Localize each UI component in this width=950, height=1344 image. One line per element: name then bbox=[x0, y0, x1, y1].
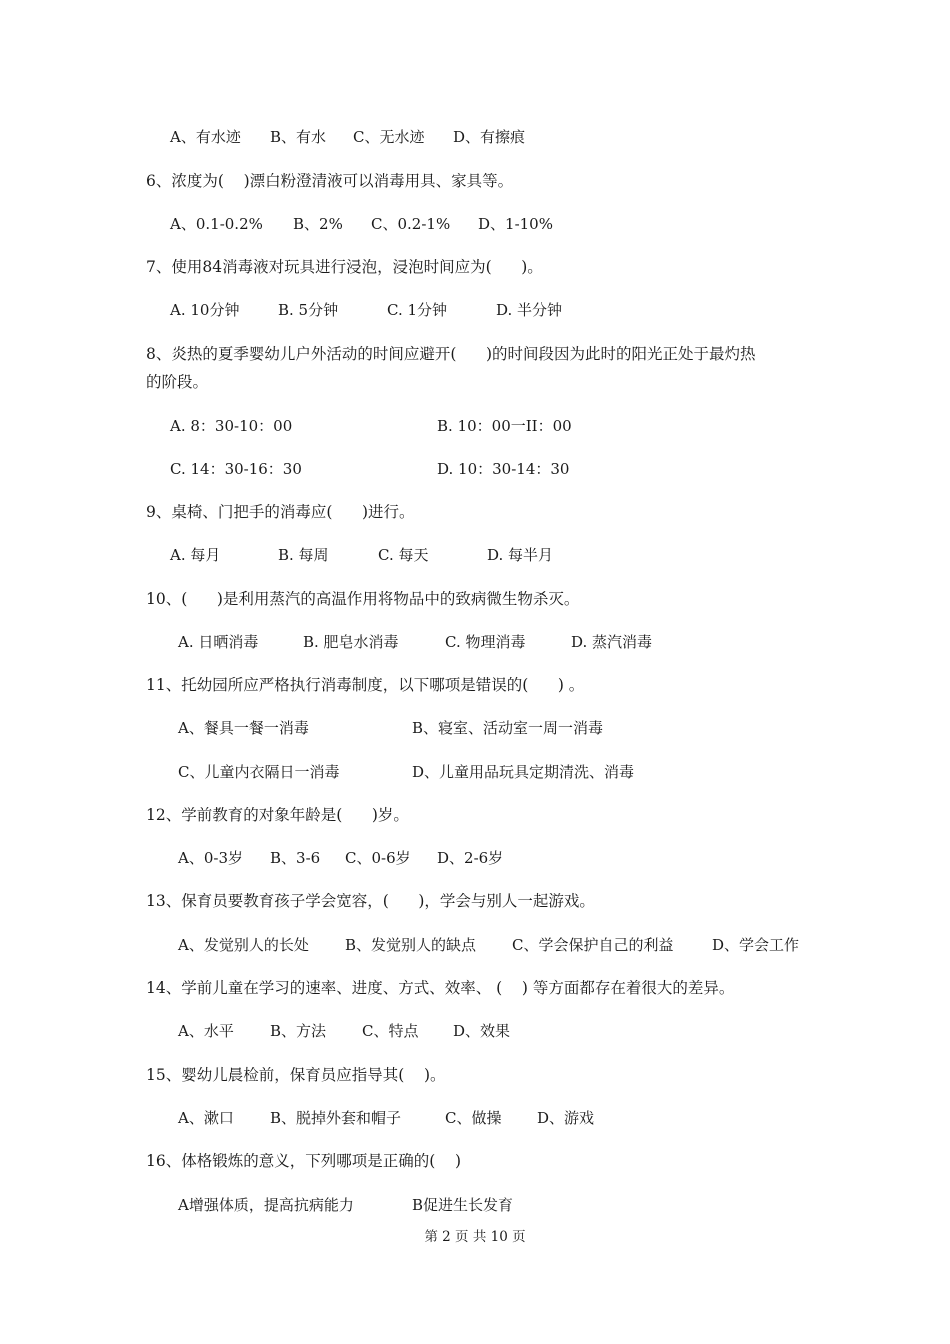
q6-option-a: A、0.1-0.2% bbox=[170, 215, 263, 233]
q8-option-b: B. 10：00一II：00 bbox=[437, 417, 572, 435]
q5-option-b: B、有水 bbox=[270, 128, 327, 146]
q8-option-d: D. 10：30-14：30 bbox=[437, 460, 570, 478]
q7-option-b: B. 5分钟 bbox=[278, 301, 339, 319]
q14-option-a: A、水平 bbox=[178, 1022, 234, 1040]
q15-option-d: D、游戏 bbox=[537, 1109, 595, 1127]
page-number: 第 2 页 共 10 页 bbox=[424, 1229, 526, 1245]
q8-stem-line2: 的阶段。 bbox=[146, 373, 209, 391]
q9-option-a: A. 每月 bbox=[170, 546, 221, 564]
q14-stem: 14、学前儿童在学习的速率、进度、方式、效率、 ( ) 等方面都存在着很大的差异。 bbox=[146, 979, 735, 997]
q6-option-d: D、1-10% bbox=[478, 215, 553, 233]
q15-option-a: A、漱口 bbox=[178, 1109, 234, 1127]
q11-stem: 11、托幼园所应严格执行消毒制度，以下哪项是错误的( ) 。 bbox=[146, 676, 585, 694]
q7-option-d: D. 半分钟 bbox=[496, 301, 563, 319]
q5-option-d: D、有擦痕 bbox=[453, 128, 526, 146]
q15-option-c: C、做操 bbox=[445, 1109, 502, 1127]
q9-option-c: C. 每天 bbox=[378, 546, 429, 564]
q10-option-c: C. 物理消毒 bbox=[445, 633, 526, 651]
q9-option-b: B. 每周 bbox=[278, 546, 329, 564]
q14-option-d: D、效果 bbox=[453, 1022, 511, 1040]
q5-option-a: A、有水迹 bbox=[170, 128, 241, 146]
q6-stem: 6、浓度为( )漂白粉澄清液可以消毒用具、家具等。 bbox=[146, 172, 514, 190]
q11-option-a: A、餐具一餐一消毒 bbox=[178, 719, 309, 737]
q7-option-a: A. 10分钟 bbox=[170, 301, 240, 319]
q15-stem: 15、婴幼儿晨检前，保育员应指导其( )。 bbox=[146, 1066, 446, 1084]
q14-option-b: B、方法 bbox=[270, 1022, 327, 1040]
q12-option-b: B、3-6 bbox=[270, 849, 321, 867]
q13-option-c: C、学会保护自己的利益 bbox=[512, 936, 674, 954]
q8-option-a: A. 8：30-10：00 bbox=[170, 417, 293, 435]
q15-option-b: B、脱掉外套和帽子 bbox=[270, 1109, 402, 1127]
q16-option-a: A增强体质，提高抗病能力 bbox=[178, 1196, 354, 1214]
q16-option-b: B促进生长发育 bbox=[412, 1196, 514, 1214]
q12-stem: 12、学前教育的对象年龄是( )岁。 bbox=[146, 806, 409, 824]
q8-stem-line1: 8、炎热的夏季婴幼儿户外活动的时间应避开( )的时间段因为此时的阳光正处于最灼热 bbox=[146, 345, 756, 363]
q6-option-b: B、2% bbox=[293, 215, 343, 233]
q6-option-c: C、0.2-1% bbox=[371, 215, 451, 233]
q14-option-c: C、特点 bbox=[362, 1022, 419, 1040]
q9-stem: 9、桌椅、门把手的消毒应( )进行。 bbox=[146, 503, 415, 521]
q11-option-c: C、儿童内衣隔日一消毒 bbox=[178, 763, 340, 781]
q10-stem: 10、( )是利用蒸汽的高温作用将物品中的致病微生物杀灭。 bbox=[146, 590, 580, 608]
q5-option-c: C、无水迹 bbox=[353, 128, 425, 146]
q8-option-c: C. 14：30-16：30 bbox=[170, 460, 302, 478]
q13-option-a: A、发觉别人的长处 bbox=[178, 936, 309, 954]
q13-option-b: B、发觉别人的缺点 bbox=[345, 936, 477, 954]
q16-stem: 16、体格锻炼的意义，下列哪项是正确的( ) bbox=[146, 1152, 462, 1170]
q9-option-d: D. 每半月 bbox=[487, 546, 554, 564]
q10-option-a: A. 日晒消毒 bbox=[178, 633, 259, 651]
q7-stem: 7、使用84消毒液对玩具进行浸泡，浸泡时间应为( )。 bbox=[146, 258, 543, 276]
q7-option-c: C. 1分钟 bbox=[387, 301, 448, 319]
q11-option-b: B、寝室、活动室一周一消毒 bbox=[412, 719, 604, 737]
q10-option-b: B. 肥皂水消毒 bbox=[303, 633, 399, 651]
q12-option-a: A、0-3岁 bbox=[178, 849, 243, 867]
q10-option-d: D. 蒸汽消毒 bbox=[571, 633, 653, 651]
q13-option-d: D、学会工作 bbox=[712, 936, 800, 954]
q11-option-d: D、儿童用品玩具定期清洗、消毒 bbox=[412, 763, 635, 781]
q13-stem: 13、保育员要教育孩子学会宽容，( )，学会与别人一起游戏。 bbox=[146, 892, 595, 910]
q12-option-c: C、0-6岁 bbox=[345, 849, 411, 867]
q12-option-d: D、2-6岁 bbox=[437, 849, 504, 867]
